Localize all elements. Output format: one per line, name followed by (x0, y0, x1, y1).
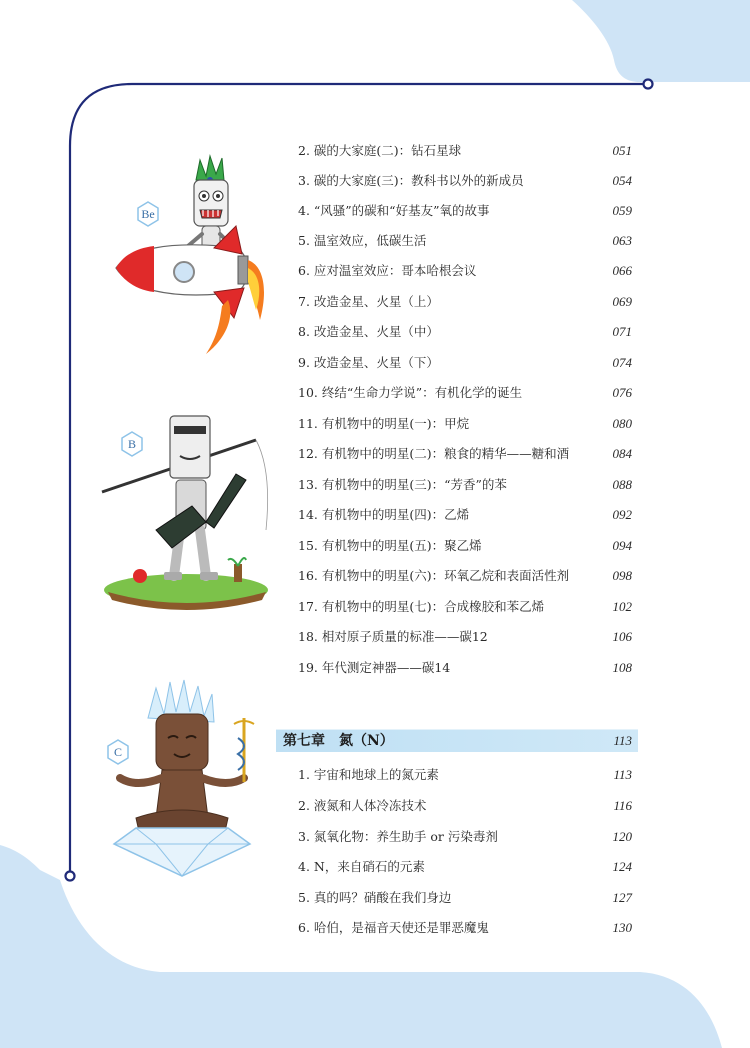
toc-entry-title: 8. 改造金星、火星（中） (298, 324, 439, 339)
toc-entry[interactable] (298, 826, 632, 848)
toc-entry[interactable] (298, 795, 632, 817)
toc-entry-page: 054 (612, 173, 632, 188)
toc-entry-page: 106 (612, 629, 632, 644)
toc-entry[interactable] (298, 504, 632, 526)
toc-entry-title: 3. 碳的大家庭(三)：教科书以外的新成员 (298, 173, 524, 188)
toc-entry[interactable] (298, 230, 632, 252)
toc-entry-title: 6. 应对温室效应：哥本哈根会议 (298, 263, 477, 278)
toc-entry-title: 9. 改造金星、火星（下） (298, 355, 439, 370)
toc-entry-page: 102 (612, 599, 632, 614)
toc-entry[interactable] (298, 596, 632, 618)
c-badge-label: C (113, 745, 123, 759)
toc-entry-page: 063 (612, 233, 632, 248)
toc-entry[interactable] (298, 291, 632, 313)
toc-entry-title: 5. 真的吗？硝酸在我们身边 (298, 890, 452, 905)
toc-entry[interactable] (298, 382, 632, 404)
toc-entry-page: 069 (612, 294, 632, 309)
toc-entry-page: 076 (612, 385, 632, 400)
toc-entry-page: 051 (612, 143, 632, 158)
toc-entry[interactable] (298, 260, 632, 282)
toc-entry[interactable] (298, 200, 632, 222)
toc-entry[interactable] (298, 764, 632, 786)
chapter-title: 第七章 氮（N） (283, 733, 394, 749)
toc-entry-page: 066 (612, 263, 632, 278)
toc-entry[interactable] (298, 917, 632, 939)
toc-entry[interactable] (298, 626, 632, 648)
toc-entry-page: 108 (612, 660, 632, 675)
toc-entry-title: 19. 年代测定神器——碳14 (298, 660, 451, 675)
toc-entry-page: 124 (612, 859, 632, 874)
toc-entry-page: 116 (613, 798, 632, 813)
toc-entry-title: 12. 有机物中的明星(二)：粮食的精华——糖和酒 (298, 446, 570, 461)
toc-entry-title: 14. 有机物中的明星(四)：乙烯 (298, 507, 470, 522)
toc-entry[interactable] (298, 413, 632, 435)
toc-entry-title: 5. 温室效应，低碳生活 (298, 233, 427, 248)
toc-entry[interactable] (298, 321, 632, 343)
toc-entry-page: 098 (612, 568, 632, 583)
toc-entry-page: 059 (612, 203, 632, 218)
chapter-page: 113 (613, 733, 632, 748)
toc-entry-page: 130 (612, 920, 632, 935)
toc-entry[interactable] (298, 170, 632, 192)
toc-entry-title: 11. 有机物中的明星(一)：甲烷 (298, 416, 470, 431)
toc-entry-title: 2. 液氮和人体冷冻技术 (298, 798, 427, 813)
toc-entry[interactable] (298, 657, 632, 679)
toc-entry-title: 7. 改造金星、火星（上） (298, 294, 439, 309)
toc-entry-title: 4. N，来自硝石的元素 (298, 859, 425, 874)
toc-entry-page: 080 (612, 416, 632, 431)
toc-entry-title: 6. 哈伯，是福音天使还是罪恶魔鬼 (298, 920, 489, 935)
toc-entry[interactable] (298, 887, 632, 909)
toc-entry-page: 074 (612, 355, 632, 370)
toc-entry-page: 113 (613, 767, 632, 782)
toc-entry[interactable] (298, 352, 632, 374)
toc-entry-title: 2. 碳的大家庭(二)：钻石星球 (298, 143, 462, 158)
toc-entry[interactable] (298, 474, 632, 496)
toc-entry[interactable] (298, 856, 632, 878)
toc-entry[interactable] (298, 565, 632, 587)
toc-entry-page: 127 (612, 890, 632, 905)
b-badge-label: B (127, 437, 137, 451)
toc-entry[interactable] (298, 535, 632, 557)
be-badge-label: Be (141, 207, 155, 221)
toc-entry[interactable] (298, 443, 632, 465)
toc-entry-page: 088 (612, 477, 632, 492)
toc-entry-page: 071 (612, 324, 632, 339)
toc-entry-title: 18. 相对原子质量的标准——碳12 (298, 629, 488, 644)
toc-entry-page: 094 (612, 538, 632, 553)
toc-entry-title: 17. 有机物中的明星(七)：合成橡胶和苯乙烯 (298, 599, 545, 614)
toc-entry[interactable] (298, 140, 632, 162)
toc-entry-title: 13. 有机物中的明星(三)：“芳香”的苯 (298, 477, 507, 492)
toc-entry-title: 3. 氮氧化物：养生助手 or 污染毒剂 (298, 829, 498, 844)
toc-entry-page: 120 (612, 829, 632, 844)
toc-entry-title: 1. 宇宙和地球上的氮元素 (298, 767, 439, 782)
toc-entry-title: 16. 有机物中的明星(六)：环氧乙烷和表面活性剂 (298, 568, 570, 583)
toc-entry-page: 092 (612, 507, 632, 522)
toc-entry-page: 084 (612, 446, 632, 461)
chapter-heading[interactable] (276, 729, 638, 752)
toc-entry-title: 10. 终结“生命力学说”：有机化学的诞生 (298, 385, 523, 400)
toc-entry-title: 4. “风骚”的碳和“好基友”氧的故事 (298, 203, 490, 218)
toc-entry-title: 15. 有机物中的明星(五)：聚乙烯 (298, 538, 482, 553)
